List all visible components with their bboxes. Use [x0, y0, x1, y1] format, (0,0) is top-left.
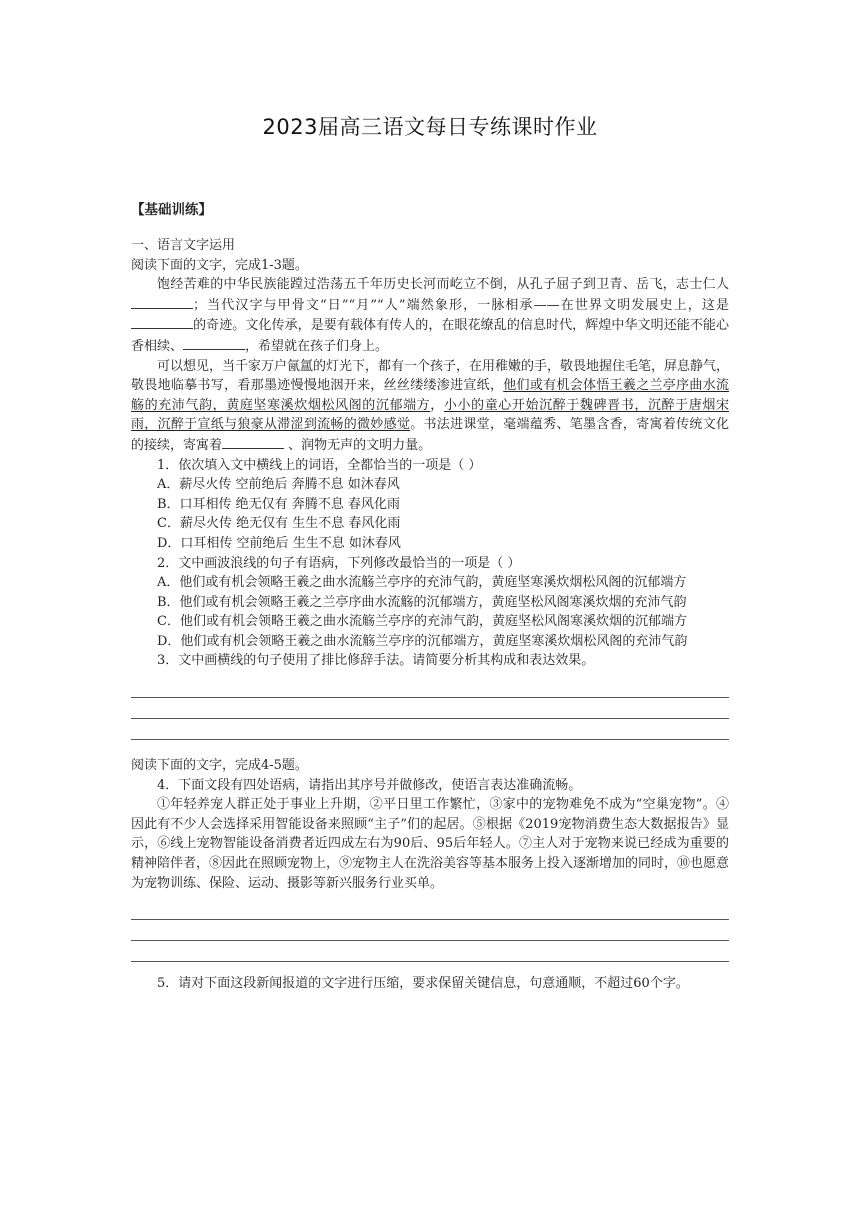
question-4: 4．下面文段有四处语病，请指出其序号并做修改，使语言表达准确流畅。: [157, 777, 582, 793]
passage-intro: 阅读下面的文字，完成1-3题。: [131, 257, 308, 273]
question-1-option-c: C．薪尽火传 绝无仅有 生生不息 春风化雨: [157, 516, 401, 532]
document-title: 2023届高三语文每日专练课时作业: [262, 115, 598, 139]
blank-2: [131, 315, 193, 329]
part-heading: 一、语言文字运用: [131, 238, 236, 253]
answer-line: [131, 941, 729, 962]
blank-4: [222, 435, 284, 449]
question-4-text: ①年轻养宠人群正处于事业上升期，②平日里工作繁忙，③家中的宠物难免不成为“空巢宠物”。④因此有不少人会选择采用智能设备来照顾“主子”们的起居。⑤根据《2019宠物消费生态大数据报告》显示，⑥线上宠物智能设备消费者近四成左右为90后、95后年轻人。⑦主人对于宠物来说已经成为重要的精神陪伴者，⑧因此在照顾宠物上，⑨宠物主人在洗浴美容等基本服务上投入逐渐增加的同时，⑩也愿意为宠物训练、保险、运动、摄影等新兴服务行业买单。: [131, 797, 730, 891]
answer-line: [131, 920, 729, 941]
question-2: 2．文中画波浪线的句子有语病，下列修改最恰当的一项是（ ）: [157, 555, 521, 571]
answer-line: [131, 719, 729, 740]
passage-paragraph-2: 可以想见，当千家万户氤氲的灯光下，都有一个孩子，在用稚嫩的手，敬畏地握住毛笔，屏息静气，敬畏地临摹书写，看那墨迹慢慢地洇开来，丝丝缕缕渗进宣纸，他们或有机会体悟王羲之兰亭序曲水流觞的充沛气韵，黄庭坚寒溪炊烟松风阁的沉郁端方，小小的童心开始沉醉于魏碑晋书，沉醉于唐烟宋雨，沉醉于宣纸与狼豪从滞涩到流畅的微妙感觉。书法进课堂，毫端蕴秀、笔墨含香，寄寓着传统文化的接续，寄寓着 、润物无声的文明力量。: [131, 358, 730, 453]
question-3: 3．文中画横线的句子使用了排比修辞手法。请简要分析其构成和表达效果。: [157, 653, 595, 669]
question-2-option-a: A．他们或有机会领略王羲之曲水流觞兰亭序的充沛气韵，黄庭坚寒溪炊烟松风阁的沉郁端方: [157, 575, 687, 591]
answer-lines-q3: [131, 677, 729, 740]
question-2-option-d: D．他们或有机会领略王羲之曲水流觞兰亭序的沉郁端方，黄庭坚寒溪炊烟松风阁的充沛气韵: [157, 633, 688, 649]
wavy-underlined-sentence: 他们或有机会体悟王羲之兰亭序曲水流觞的充沛气韵，黄庭坚寒溪炊烟松风阁的沉郁端方: [131, 378, 729, 413]
question-1: 1．依次填入文中横线上的词语，全都恰当的一项是（ ）: [157, 457, 482, 473]
blank-3: [183, 336, 245, 350]
passage-intro-2: 阅读下面的文字，完成4-5题。: [131, 758, 308, 774]
question-5: 5．请对下面这段新闻报道的文字进行压缩，要求保留关键信息，句意通顺，不超过60个字。: [157, 976, 689, 992]
answer-line: [131, 698, 729, 719]
blank-1: [131, 295, 193, 309]
passage-paragraph-1: 饱经苦难的中华民族能蹚过浩荡五千年历史长河而屹立不倒，从孔子屈子到卫青、岳飞，志士仁人；当代汉字与甲骨文“日”“月”“人”端然象形，一脉相承——在世界文明发展史上，这是的奇迹。文化传承，是要有载体有传人的，在眼花缭乱的信息时代，辉煌中华文明还能不能心香相续、 ，希望就在孩子们身上。: [131, 277, 729, 354]
question-1-option-d: D．口耳相传 空前绝后 生生不息 如沐春风: [157, 535, 401, 551]
document-body: [131, 236, 729, 994]
underlined-sentence: 小小的童心开始沉醉于魏碑晋书，沉醉于唐烟宋雨，沉醉于宣纸与狼豪从滞涩到流畅的微妙感觉: [131, 397, 729, 433]
question-2-option-b: B．他们或有机会领略王羲之兰亭序曲水流觞的沉郁端方，黄庭坚松风阁寒溪炊烟的充沛气韵: [157, 594, 687, 610]
answer-line: [131, 677, 729, 698]
section-heading: 【基础训练】: [131, 202, 212, 218]
question-2-option-c: C．他们或有机会领略王羲之曲水流觞兰亭序的充沛气韵，黄庭坚松风阁寒溪炊烟的沉郁端方: [157, 614, 687, 630]
question-1-option-b: B．口耳相传 绝无仅有 奔腾不息 春风化雨: [157, 496, 400, 512]
question-1-option-a: A．薪尽火传 空前绝后 奔腾不息 如沐春风: [157, 477, 400, 493]
answer-line: [131, 899, 729, 920]
answer-lines-q4: [131, 899, 729, 962]
